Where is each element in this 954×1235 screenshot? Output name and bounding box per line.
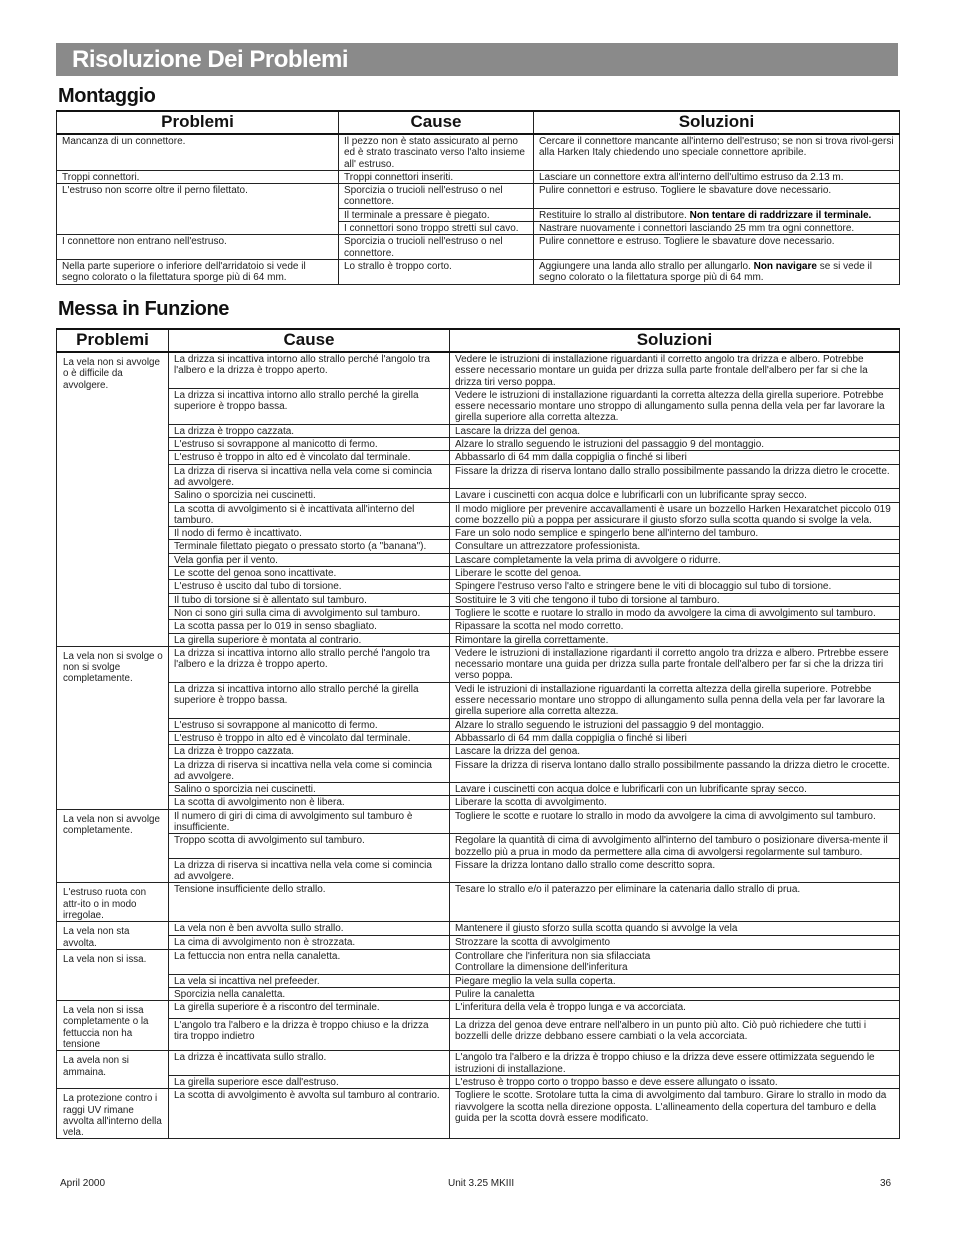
- cause-text: L'estruso è troppo in alto ed è vincolato dal terminale.: [174, 452, 411, 464]
- problem-cell: [57, 949, 169, 1000]
- cause-text: La vela non è ben avvolta sullo strallo.: [174, 923, 344, 935]
- cause-cell: [169, 745, 450, 758]
- solution-cell: [450, 502, 900, 527]
- cause-cell: [169, 424, 450, 437]
- solution-cell: [450, 987, 900, 1000]
- table-row: [57, 682, 900, 718]
- solution-cell: [450, 758, 900, 783]
- cause-text: Le scotte del genoa sono incattivate.: [174, 568, 337, 580]
- solution-cell: [450, 593, 900, 606]
- solution-text: Abbassarlo di 64 mm dalla coppiglia o finché si liberi: [455, 732, 687, 744]
- cause-cell: [169, 858, 450, 883]
- table-row: [57, 834, 900, 859]
- cause-cell: [169, 974, 450, 987]
- table-row: [57, 858, 900, 883]
- cause-cell: [169, 553, 450, 566]
- solution-cell: [450, 858, 900, 883]
- solution-cell: [450, 388, 900, 424]
- solution-cell: [450, 1001, 900, 1019]
- solution-text: Mantenere il giusto sforzo sulla scotta quando si avvolge la vela: [455, 923, 738, 935]
- cause-cell: [169, 527, 450, 540]
- solution-text: Vedere le istruzioni di installazione riguardanti la corretta altezza della girella superiore. Potrebbe essere necessario montare uno stroppo di allungamento sulla penna della vela per far lavorare la girella superiore alla corretta altezza.: [455, 389, 885, 424]
- solution-cell: [450, 974, 900, 987]
- cause-text: La scotta di avvolgimento si è incattivata all'interno del tamburo.: [174, 503, 415, 526]
- cause-cell: [169, 489, 450, 502]
- cause-cell: [169, 1089, 450, 1139]
- cause-text: La drizza si incattiva intorno allo strallo perché l'angolo tra l'albero e la drizza è troppo aperto.: [174, 354, 430, 377]
- cause-text: Terminale filettato piegato o pressato storto (a "banana").: [174, 541, 427, 553]
- cause-text: Sporcizia nella canaletta.: [174, 988, 286, 1000]
- table-row: [57, 184, 900, 209]
- problem-text: Troppi connettori.: [62, 171, 140, 183]
- cause-text: Tensione insufficiente dello strallo.: [174, 884, 326, 896]
- table-row: [57, 646, 900, 682]
- cause-text: La drizza di riserva si incattiva nella vela come si comincia ad avvolgere.: [174, 859, 432, 883]
- table-row: [57, 567, 900, 580]
- solution-cell: [450, 352, 900, 388]
- solution-cell: [534, 184, 900, 209]
- solution-cell: [450, 1051, 900, 1076]
- cause-cell: [339, 134, 534, 170]
- table-row: [57, 758, 900, 783]
- problem-text: La vela non si avvolge o è difficile da avvolgere.: [63, 357, 160, 391]
- footer-unit: Unit 3.25 MKIII: [448, 1178, 515, 1189]
- cause-text: La drizza si incattiva intorno allo strallo perché la girella superiore è troppo bassa.: [174, 389, 419, 413]
- cause-text: Lo strallo è troppo corto.: [344, 260, 452, 272]
- solution-cell: [534, 170, 900, 183]
- problem-cell: [57, 809, 169, 883]
- problem-cell: [57, 134, 339, 170]
- header-problemi-2: Problemi: [57, 329, 169, 352]
- problem-cell: [57, 184, 339, 235]
- table-row: [57, 352, 900, 388]
- cause-cell: [339, 184, 534, 209]
- table-row: [57, 809, 900, 834]
- cause-cell: [339, 222, 534, 235]
- solution-cell: [450, 606, 900, 619]
- solution-text: Abbassarlo di 64 mm dalla coppiglia o finché si liberi: [455, 452, 687, 464]
- table-row: [57, 796, 900, 809]
- cause-text: La scotta di avvolgimento è avvolta sul tamburo al contrario.: [174, 1090, 440, 1102]
- problem-text: La vela non si avvolge completamente.: [63, 813, 160, 836]
- cause-text: La drizza è incattivata sullo strallo.: [174, 1052, 327, 1064]
- cause-text: La drizza di riserva si incattiva nella vela come si comincia ad avvolgere.: [174, 465, 432, 488]
- table-row: [57, 1075, 900, 1088]
- table-row: [57, 974, 900, 987]
- table-row: [57, 1051, 900, 1076]
- solution-cell: [450, 731, 900, 744]
- solution-cell: [534, 208, 900, 221]
- cause-text: La drizza si incattiva intorno allo strallo perché l'angolo tra l'albero e la drizza è troppo aperto.: [174, 647, 430, 671]
- table-row: [57, 936, 900, 950]
- cause-text: Non ci sono giri sulla cima di avvolgimento sul tamburo.: [174, 607, 421, 619]
- cause-cell: [169, 502, 450, 527]
- problem-text: Mancanza di un connettore.: [62, 136, 186, 147]
- cause-text: La cima di avvolgimento non è strozzata.: [174, 937, 356, 949]
- solution-cell: [534, 259, 900, 284]
- solution-text: Vedere le istruzioni di installazione riguardanti il corretto angolo tra drizza e albero. Potrebbe essere necessario montare un guida per drizza sulla parte frontale dell'albero per far si che la drizza tiri verso poppa.: [455, 354, 868, 388]
- cause-cell: [169, 1051, 450, 1076]
- cause-cell: [169, 606, 450, 619]
- cause-text: Il numero di giri di cima di avvolgimento sul tamburo è insufficiente.: [174, 810, 413, 833]
- solution-text: Alzare lo strallo seguendo le istruzioni del passaggio 9 del montaggio.: [455, 439, 765, 451]
- solution-text: Cercare il connettore mancante all'interno dell'estruso; se non si trova rivol-gersi alla Harken Italy chiedendo uno speciale connettore apribile.: [539, 136, 894, 159]
- problem-cell: [57, 1001, 169, 1051]
- solution-cell: [534, 222, 900, 235]
- table-row: [57, 134, 900, 170]
- solution-cell: [450, 1089, 900, 1139]
- table-row: [57, 593, 900, 606]
- table-row: [57, 170, 900, 183]
- table-row: [57, 580, 900, 593]
- solution-text: Rimontare la girella correttamente.: [455, 634, 609, 646]
- cause-text: Troppo scotta di avvolgimento sul tamburo.: [174, 835, 365, 847]
- cause-cell: [169, 758, 450, 783]
- solution-bold-text: Non tentare di raddrizzare il terminale.: [689, 209, 872, 221]
- footer-date: April 2000: [60, 1178, 106, 1189]
- cause-text: Vela gonfia per il vento.: [174, 554, 278, 566]
- solution-text: Pulire la canaletta: [455, 988, 535, 1000]
- solution-cell: [450, 783, 900, 796]
- table-row: [57, 783, 900, 796]
- table-row: [57, 438, 900, 451]
- solution-cell: [450, 1018, 900, 1051]
- table-row: [57, 883, 900, 922]
- cause-text: La scotta di avvolgimento non è libera.: [174, 797, 345, 809]
- problem-cell: [57, 170, 339, 183]
- header-soluzioni-2: Soluzioni: [450, 329, 900, 352]
- header-problemi: Problemi: [57, 111, 339, 134]
- table-row: [57, 633, 900, 646]
- problem-text: I connettore non entrano nell'estruso.: [62, 236, 227, 248]
- solution-text: Alzare lo strallo seguendo le istruzioni del passaggio 9 del montaggio.: [455, 719, 765, 731]
- table-row: [57, 745, 900, 758]
- cause-cell: [169, 451, 450, 464]
- problem-cell: [57, 259, 339, 284]
- cause-cell: [169, 809, 450, 834]
- cause-cell: [169, 580, 450, 593]
- cause-cell: [169, 567, 450, 580]
- solution-text: Tesare lo strallo e/o il paterazzo per eliminare la catenaria dallo strallo di prua.: [455, 884, 801, 896]
- solution-cell: [450, 1075, 900, 1088]
- problem-cell: [57, 1089, 169, 1139]
- cause-text: La drizza è troppo cazzata.: [174, 746, 295, 758]
- cause-cell: [339, 208, 534, 221]
- table-row: [57, 987, 900, 1000]
- solution-text: Vedere le istruzioni di installazione rigardanti il corretto angolo tra drizza e albero. Prtrebbe essere necessario montare una guida per drizza sulla parte frontale dell'albero per far si che la drizza tiri verso poppa.: [455, 647, 889, 682]
- cause-text: La girella superiore esce dall'estruso.: [174, 1076, 339, 1088]
- solution-cell: [450, 936, 900, 950]
- solution-text: Togliere le scotte e ruotare lo strallo in modo da avvolgere la cima di avvolgimento sul tamburo.: [455, 607, 876, 619]
- solution-cell: [534, 134, 900, 170]
- cause-cell: [169, 464, 450, 489]
- cause-cell: [169, 593, 450, 606]
- cause-text: Il terminale a pressare è piegato.: [344, 209, 490, 221]
- problem-text: La vela non si issa.: [63, 953, 147, 965]
- cause-text: L'angolo tra l'albero e la drizza è troppo chiuso e la drizza tira troppo indietro: [174, 1019, 429, 1043]
- solution-cell: [450, 620, 900, 633]
- cause-text: L'estruso si sovrappone al manicotto di fermo.: [174, 719, 378, 731]
- table-row: [57, 620, 900, 633]
- solution-text: Lascare completamente la vela prima di avvolgere o ridurre.: [455, 554, 721, 566]
- table-row: [57, 718, 900, 731]
- problem-text: La vela non si issa completamente o la fettuccia non ha tensione: [63, 1005, 149, 1051]
- solution-cell: [450, 949, 900, 974]
- solution-text: Liberare la scotta di avvolgimento.: [455, 797, 607, 809]
- solution-cell: [450, 646, 900, 682]
- header-soluzioni: Soluzioni: [534, 111, 900, 134]
- problem-text: L'estruso non scorre oltre il perno filettato.: [62, 185, 248, 197]
- problem-text: L'estruso ruota con attr-ito o in modo irregolae.: [63, 887, 147, 922]
- solution-text: Consultare un attrezzatore professionista.: [455, 541, 641, 553]
- solution-text: Liberare le scotte del genoa.: [455, 568, 582, 580]
- cause-cell: [169, 352, 450, 388]
- solution-text: Pulire connettore e estruso. Togliere le sbavature dove necessario.: [539, 236, 835, 248]
- cause-text: Il tubo di torsione si è allentato sul tamburo.: [174, 594, 367, 606]
- cause-text: Sporcizia o trucioli nell'estruso o nel connettore.: [344, 236, 503, 259]
- problem-text: Nella parte superiore o inferiore dell'arridatoio si vede il segno colorato o la filettatura sporge più di 64 mm.: [62, 260, 306, 284]
- solution-cell: [450, 796, 900, 809]
- cause-text: La drizza si incattiva intorno allo strallo perché la girella superiore è troppo bassa.: [174, 683, 419, 707]
- cause-text: Salino o sporcizia nei cuscinetti.: [174, 784, 316, 796]
- table-row: [57, 464, 900, 489]
- table-row: [57, 502, 900, 527]
- solution-text: Vedi le istruzioni di installazione riguardanti la corretta altezza della girella superiore. Potrebbe essere necessario montare uno stroppo di allungamento sulla penna della vela per far lavorare la girella superiore alla corretta altezza.: [455, 683, 885, 718]
- table-row: [57, 235, 900, 260]
- cause-text: La drizza di riserva si incattiva nella vela come si comincia ad avvolgere.: [174, 759, 432, 782]
- solution-text: Pulire connettori e estruso. Togliere le sbavature dove necessario.: [539, 185, 832, 197]
- solution-text: Lavare i cuscinetti con acqua dolce e lubrificarli con un lubrificante spray secco.: [455, 490, 807, 502]
- table-row: [57, 1001, 900, 1019]
- solution-cell: [450, 489, 900, 502]
- page-title: Risoluzione Dei Problemi: [56, 43, 898, 76]
- solution-text: Fissare la drizza lontano dallo strallo come descritto sopra.: [455, 859, 716, 871]
- solution-text-cont: se si vede il segno colorato o la filettatura sporge più di 64 mm.: [539, 260, 872, 284]
- solution-cell: [450, 682, 900, 718]
- cause-text: Il nodo di fermo è incattivato.: [174, 528, 302, 540]
- table-row: [57, 1018, 900, 1051]
- solution-cell: [450, 922, 900, 936]
- cause-text: La vela si incattiva nel prefeeder.: [174, 975, 320, 987]
- solution-text: Sostituire le 3 viti che tengono il tubo di torsione al tamburo.: [455, 594, 720, 606]
- solution-cell: [450, 580, 900, 593]
- problem-cell: [57, 352, 169, 646]
- cause-cell: [169, 731, 450, 744]
- solution-text: Ripassare la scotta nel modo corretto.: [455, 621, 624, 633]
- section-title-messa: Messa in Funzione: [58, 298, 230, 320]
- cause-cell: [169, 834, 450, 859]
- problem-cell: [57, 235, 339, 260]
- messa-table: [56, 328, 900, 1139]
- solution-cell: [450, 540, 900, 553]
- solution-text: Controllare che l'inferitura non sia sfilacciata: [455, 950, 651, 962]
- cause-text: La girella superiore è montata al contrario.: [174, 634, 362, 646]
- table-row: [57, 922, 900, 936]
- table-row: [57, 259, 900, 284]
- table-row: [57, 424, 900, 437]
- cause-cell: [169, 796, 450, 809]
- solution-text: Togliere le scotte. Srotolare tutta la cima di avvolgimento dal tamburo. Girare lo strallo in modo da riavvolgere la scotta nella direzione opposta. L'allineamento della copertura del tamburo e della guida per la scotta dovrà essere modificato.: [455, 1090, 887, 1124]
- solution-text: L'estruso è troppo corto o troppo basso e deve essere allungato o issato.: [455, 1076, 778, 1088]
- cause-text: La drizza è troppo cazzata.: [174, 425, 295, 437]
- solution-cell: [450, 834, 900, 859]
- solution-cell: [450, 883, 900, 922]
- problem-text: La vela non si svolge o non si svolge completamente.: [63, 650, 163, 685]
- solution-cell: [450, 424, 900, 437]
- cause-cell: [169, 718, 450, 731]
- cause-cell: [169, 540, 450, 553]
- table-row: [57, 1089, 900, 1139]
- problem-text: La vela non sta avvolta.: [63, 926, 130, 949]
- solution-text: Restituire lo strallo al distributore.: [539, 209, 690, 221]
- table-row: [57, 949, 900, 974]
- solution-cell: [450, 567, 900, 580]
- cause-text: L'estruso è uscito dal tubo di torsione.: [174, 581, 342, 593]
- solution-text: Regolare la quantità di cima di avvolgimento all'interno del tamburo o posizionare diversa-mente il bozzello più a prua in modo da permettere alla cima di avvolgersi regolarmente sul tamburo.: [455, 835, 888, 858]
- header-cause-2: Cause: [169, 329, 450, 352]
- cause-cell: [169, 633, 450, 646]
- footer-page: 36: [880, 1178, 892, 1189]
- cause-text: Il pezzo non è stato assicurato al perno ed è strato trascinato verso l'alto insieme all' estruso.: [344, 136, 525, 170]
- problem-text: La avela non si ammaina.: [63, 1055, 129, 1078]
- montaggio-table: [56, 110, 900, 285]
- cause-cell: [169, 388, 450, 424]
- cause-text: Sporcizia o trucioli nell'estruso o nel connettore.: [344, 185, 503, 208]
- cause-text: Salino o sporcizia nei cuscinetti.: [174, 490, 316, 502]
- solution-text: Lasciare un connettore extra all'interno dell'ultimo estruso da 2.13 m.: [539, 171, 844, 183]
- solution-cell: [450, 438, 900, 451]
- cause-text: La girella superiore è a riscontro del terminale.: [174, 1002, 380, 1014]
- solution-cell: [450, 745, 900, 758]
- cause-cell: [169, 646, 450, 682]
- table-row: [57, 731, 900, 744]
- solution-cell: [450, 809, 900, 834]
- solution-text: L'angolo tra l'albero e la drizza è troppo chiuso e la drizza deve essere ottimizzata seguendo le istruzioni di installazione.: [455, 1052, 875, 1075]
- solution-text: Nastrare nuovamente i connettori lasciando 25 mm tra ogni connettore.: [539, 223, 855, 235]
- table-row: [57, 527, 900, 540]
- cause-cell: [169, 783, 450, 796]
- table-row: [57, 451, 900, 464]
- solution-text: Strozzare la scotta di avvolgimento: [455, 937, 611, 949]
- table-row: [57, 540, 900, 553]
- solution-cell: [450, 718, 900, 731]
- solution-text: Aggiungere una landa allo strallo per allungarlo.: [539, 260, 754, 272]
- solution-text: Piegare meglio la vela sulla coperta.: [455, 975, 616, 987]
- cause-cell: [339, 235, 534, 260]
- problem-cell: [57, 883, 169, 922]
- solution-cell: [450, 464, 900, 489]
- table-row: [57, 553, 900, 566]
- header-cause: Cause: [339, 111, 534, 134]
- cause-cell: [169, 1001, 450, 1019]
- problem-cell: [57, 646, 169, 809]
- cause-cell: [169, 883, 450, 922]
- solution-text: Togliere le scotte e ruotare lo strallo in modo da avvolgere la cima di avvolgimento sul tamburo.: [455, 810, 876, 822]
- solution-cell: [450, 553, 900, 566]
- solution-text: La drizza del genoa deve entrare nell'albero in un punto più alto. Ciò può richiedere che tutti i bozzelli delle drizze debbano essere cambiati o la vela accorciata.: [455, 1019, 867, 1043]
- cause-text: L'estruso si sovrappone al manicotto di fermo.: [174, 439, 378, 451]
- cause-cell: [169, 620, 450, 633]
- cause-cell: [339, 170, 534, 183]
- solution-cell: [450, 527, 900, 540]
- solution-text: Fissare la drizza di riserva lontano dallo strallo possibilmente passando la drizza dietro le crocette.: [455, 759, 890, 771]
- cause-cell: [169, 936, 450, 950]
- cause-text: Troppi connettori inseriti.: [344, 171, 454, 183]
- solution-text: Fare un solo nodo semplice e spingerlo bene all'interno del tamburo.: [455, 528, 759, 540]
- section-title-montaggio: Montaggio: [58, 85, 156, 107]
- cause-cell: [169, 1075, 450, 1088]
- table-row: [57, 489, 900, 502]
- solution-text: Spingere l'estruso verso l'alto e stringere bene le viti di blocaggio sul tubo di torsione.: [455, 581, 832, 593]
- cause-cell: [169, 438, 450, 451]
- problem-cell: [57, 1051, 169, 1089]
- solution-cell: [450, 451, 900, 464]
- problem-cell: [57, 922, 169, 950]
- solution-text: Lascare la drizza del genoa.: [455, 746, 581, 758]
- solution-text: Lascare la drizza del genoa.: [455, 425, 581, 437]
- solution-text: Il modo migliore per prevenire accavallamenti è usare un bozzello Harken Hexaratchet piccolo 019 come bozzello più a poppa per assicurare il giusto sforzo sulla scotta quando si svolge la vela.: [455, 503, 891, 526]
- cause-cell: [169, 987, 450, 1000]
- solution-bold-text: Non navigare: [753, 260, 817, 272]
- cause-cell: [169, 682, 450, 718]
- cause-text: La fettuccia non entra nella canaletta.: [174, 950, 341, 962]
- solution-text: L'inferitura della vela è troppo lunga e va accorciata.: [455, 1002, 686, 1014]
- table-row: [57, 606, 900, 619]
- cause-cell: [339, 259, 534, 284]
- cause-text: La scotta passa per lo 019 in senso sbagliato.: [174, 621, 377, 633]
- solution-text-line2: Controllare la dimensione dell'inferitura: [455, 962, 628, 974]
- solution-text: Fissare la drizza di riserva lontano dallo strallo possibilmente passando la drizza dietro le crocette.: [455, 465, 890, 477]
- problem-text: La protezione contro i raggi UV rimane avvolta all'interno della vela.: [63, 1093, 162, 1139]
- cause-cell: [169, 949, 450, 974]
- solution-cell: [534, 235, 900, 260]
- cause-text: L'estruso è troppo in alto ed è vincolato dal terminale.: [174, 732, 411, 744]
- solution-cell: [450, 633, 900, 646]
- solution-text: Lavare i cuscinetti con acqua dolce e lubrificarli con un lubrificante spray secco.: [455, 784, 807, 796]
- table-row: [57, 388, 900, 424]
- cause-text: I connettori sono troppo stretti sul cavo.: [344, 223, 519, 235]
- cause-cell: [169, 1018, 450, 1051]
- cause-cell: [169, 922, 450, 936]
